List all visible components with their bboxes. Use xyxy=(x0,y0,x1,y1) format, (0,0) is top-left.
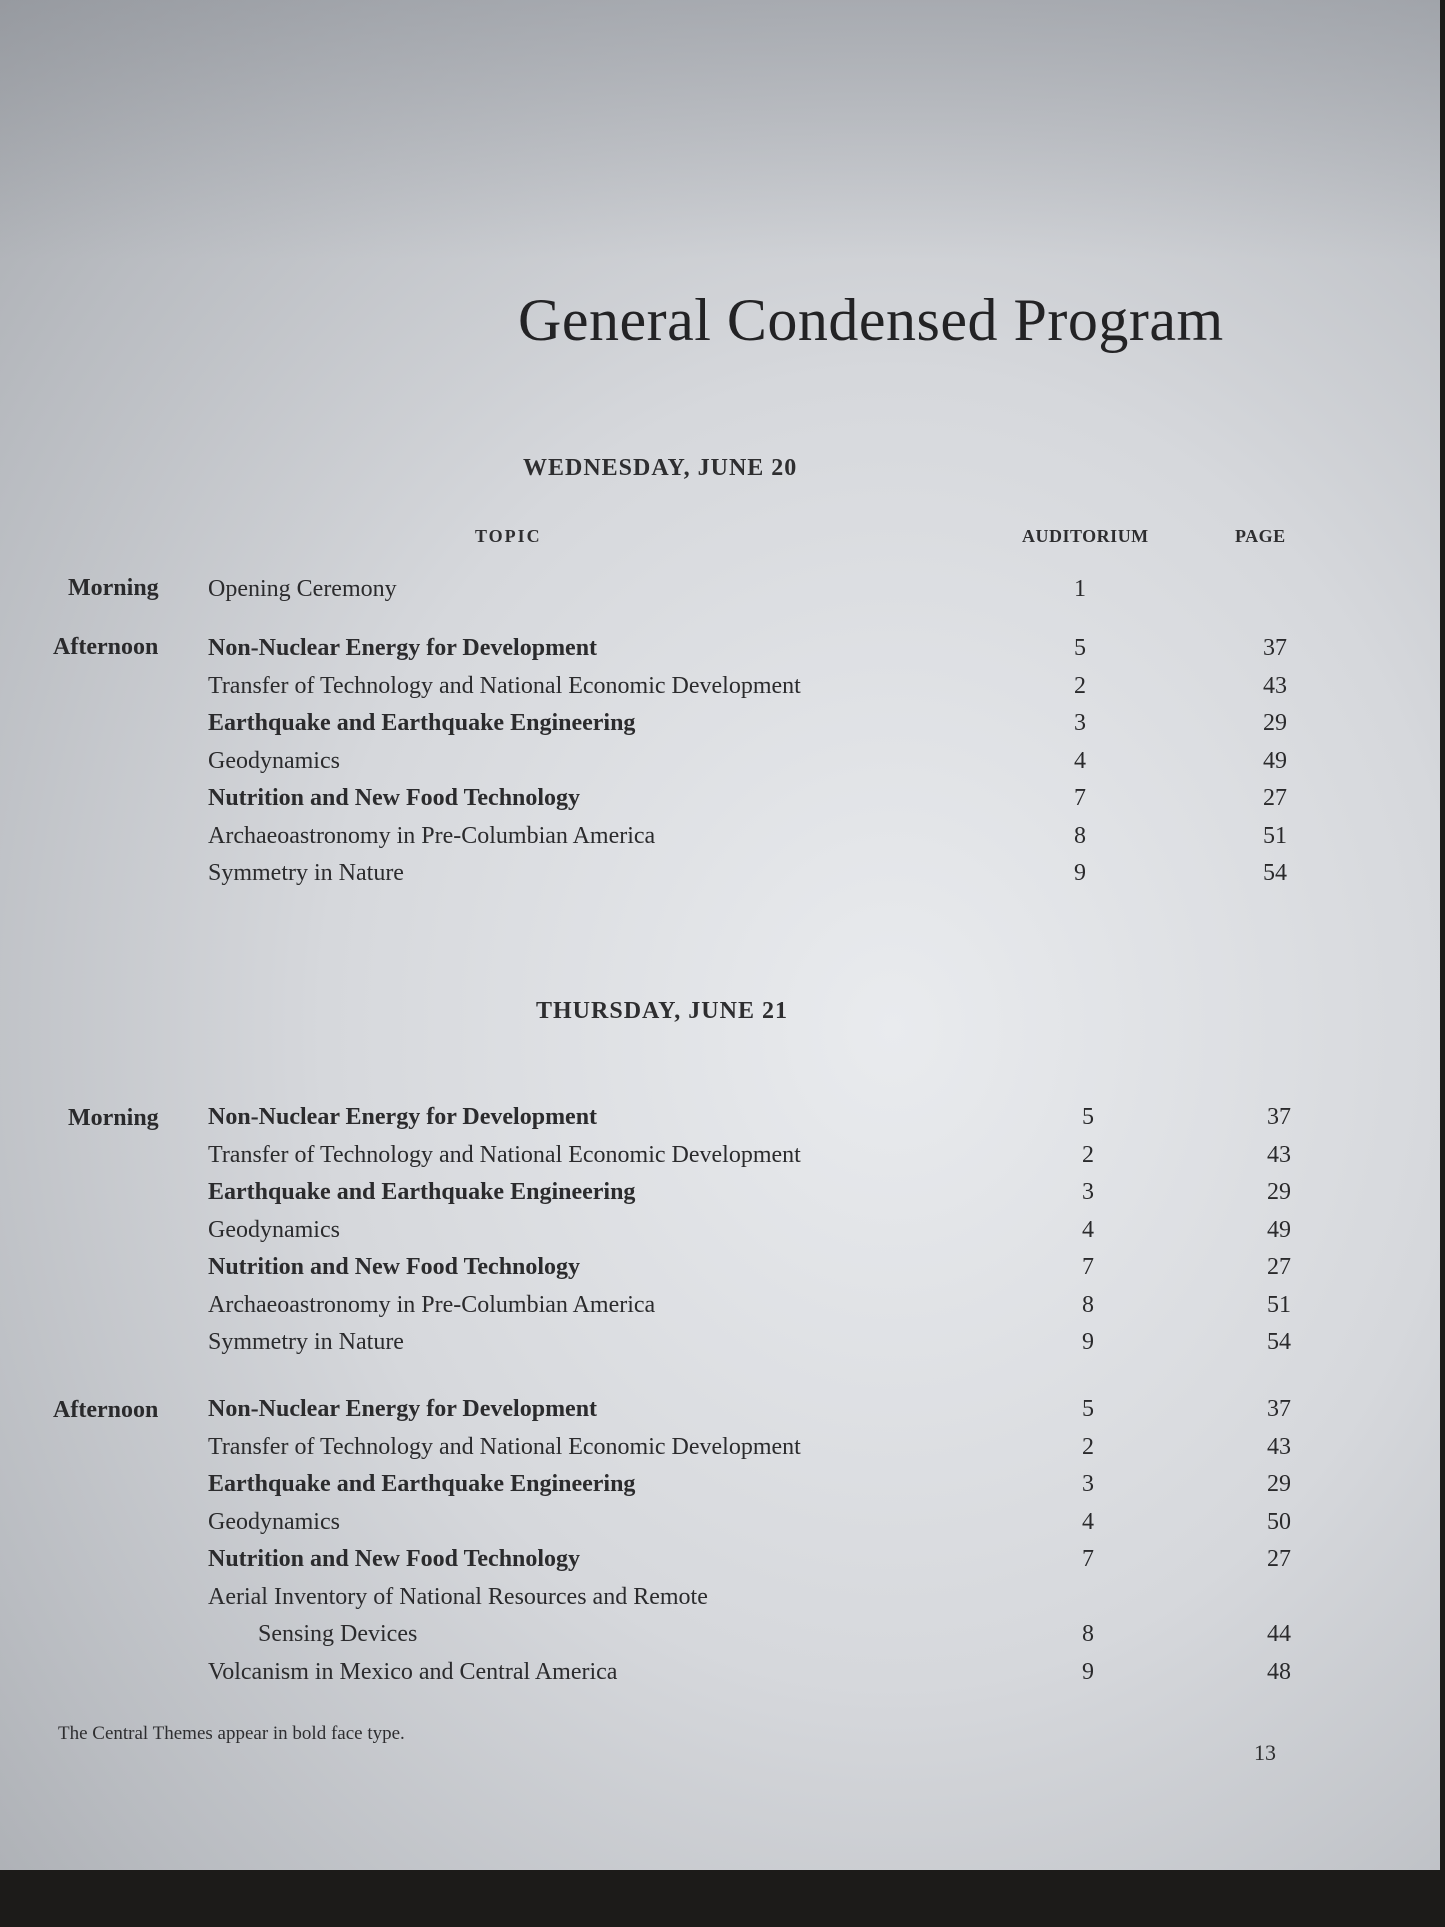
topic-text: Aerial Inventory of National Resources and Remote xyxy=(208,1583,708,1610)
auditorium-number: 9 xyxy=(1082,1329,1094,1355)
topic-text: Archaeoastronomy in Pre-Columbian America xyxy=(208,822,656,849)
auditorium-number: 5 xyxy=(1074,635,1086,661)
schedule-row xyxy=(208,1329,1440,1363)
thursday-heading: THURSDAY, JUNE 21 xyxy=(536,998,788,1024)
auditorium-number: 4 xyxy=(1074,747,1086,774)
schedule-row xyxy=(208,1292,1440,1326)
page-reference: 54 xyxy=(1267,1329,1291,1355)
page-reference: 27 xyxy=(1267,1546,1291,1572)
page-reference: 43 xyxy=(1267,1141,1291,1168)
schedule-row xyxy=(208,1104,1440,1138)
page-column-header: PAGE xyxy=(1235,526,1286,546)
topic-text: Geodynamics xyxy=(208,747,340,774)
auditorium-number: 2 xyxy=(1082,1141,1094,1168)
topic-text: Earthquake and Earthquake Engineering xyxy=(208,710,636,736)
schedule-row xyxy=(208,1471,1440,1505)
schedule-row xyxy=(208,1434,1440,1468)
schedule-row xyxy=(208,823,1440,857)
auditorium-number: 8 xyxy=(1074,822,1086,849)
page-reference: 43 xyxy=(1263,672,1287,699)
page-reference: 49 xyxy=(1263,747,1287,774)
topic-text: Symmetry in Nature xyxy=(208,860,404,886)
page-reference: 27 xyxy=(1263,785,1287,811)
auditorium-number: 4 xyxy=(1082,1508,1094,1535)
topic-column-header: TOPIC xyxy=(475,526,542,546)
page-reference: 29 xyxy=(1267,1471,1291,1497)
schedule-row xyxy=(208,1546,1440,1580)
schedule-row xyxy=(208,1621,1440,1655)
page-reference: 29 xyxy=(1267,1179,1291,1205)
auditorium-number: 7 xyxy=(1082,1254,1094,1280)
auditorium-number: 7 xyxy=(1074,785,1086,811)
schedule-row xyxy=(208,1584,1440,1618)
schedule-row xyxy=(208,1659,1440,1693)
page-reference: 37 xyxy=(1263,635,1287,661)
auditorium-number: 2 xyxy=(1074,672,1086,699)
topic-text: Nutrition and New Food Technology xyxy=(208,785,581,811)
auditorium-number: 1 xyxy=(1074,576,1086,602)
topic-text: Transfer of Technology and National Economic Development xyxy=(208,1433,801,1460)
page-reference: 27 xyxy=(1267,1254,1291,1280)
schedule-row xyxy=(208,673,1440,707)
topic-text: Geodynamics xyxy=(208,1508,340,1535)
page-reference: 51 xyxy=(1263,822,1287,849)
topic-text: Non-Nuclear Energy for Development xyxy=(208,635,598,661)
topic-text: Nutrition and New Food Technology xyxy=(208,1546,581,1572)
auditorium-number: 5 xyxy=(1082,1104,1094,1130)
schedule-row xyxy=(208,1396,1440,1430)
schedule-row xyxy=(208,1509,1440,1543)
schedule-row xyxy=(208,576,1440,610)
topic-text: Volcanism in Mexico and Central America xyxy=(208,1658,618,1685)
page-reference: 50 xyxy=(1267,1508,1291,1535)
auditorium-number: 8 xyxy=(1082,1291,1094,1318)
period-label: Afternoon xyxy=(53,634,159,660)
topic-text: Nutrition and New Food Technology xyxy=(208,1254,581,1280)
auditorium-number: 7 xyxy=(1082,1546,1094,1572)
topic-text: Transfer of Technology and National Economic Development xyxy=(208,1141,801,1168)
auditorium-number: 3 xyxy=(1082,1179,1094,1205)
auditorium-number: 8 xyxy=(1082,1621,1094,1647)
topic-text: Sensing Devices xyxy=(258,1621,418,1647)
topic-text: Earthquake and Earthquake Engineering xyxy=(208,1471,636,1497)
topic-text: Opening Ceremony xyxy=(208,576,397,602)
footnote: The Central Themes appear in bold face type. xyxy=(58,1723,405,1744)
topic-text: Earthquake and Earthquake Engineering xyxy=(208,1179,636,1205)
schedule-row xyxy=(208,1142,1440,1176)
period-label: Morning xyxy=(68,575,159,601)
page-reference: 29 xyxy=(1263,710,1287,736)
period-label: Afternoon xyxy=(53,1397,159,1423)
topic-text: Non-Nuclear Energy for Development xyxy=(208,1104,598,1130)
topic-text: Non-Nuclear Energy for Development xyxy=(208,1396,598,1422)
schedule-row xyxy=(208,635,1440,669)
auditorium-number: 3 xyxy=(1082,1471,1094,1497)
schedule-row xyxy=(208,785,1440,819)
page-reference: 51 xyxy=(1267,1291,1291,1318)
page-reference: 37 xyxy=(1267,1396,1291,1422)
auditorium-number: 2 xyxy=(1082,1433,1094,1460)
period-label: Morning xyxy=(68,1105,159,1131)
auditorium-number: 9 xyxy=(1074,860,1086,886)
page-title: General Condensed Program xyxy=(518,287,1224,353)
auditorium-number: 3 xyxy=(1074,710,1086,736)
auditorium-number: 4 xyxy=(1082,1216,1094,1243)
auditorium-column-header: AUDITORIUM xyxy=(1022,526,1149,546)
wednesday-heading: WEDNESDAY, JUNE 20 xyxy=(523,455,798,481)
auditorium-number: 5 xyxy=(1082,1396,1094,1422)
page-number: 13 xyxy=(1254,1740,1276,1765)
page-reference: 43 xyxy=(1267,1433,1291,1460)
topic-text: Symmetry in Nature xyxy=(208,1329,404,1355)
schedule-row xyxy=(208,710,1440,744)
page-reference: 37 xyxy=(1267,1104,1291,1130)
schedule-row xyxy=(208,1179,1440,1213)
page-reference: 49 xyxy=(1267,1216,1291,1243)
page-reference: 48 xyxy=(1267,1658,1291,1685)
schedule-row xyxy=(208,748,1440,782)
topic-text: Transfer of Technology and National Economic Development xyxy=(208,672,801,699)
topic-text: Archaeoastronomy in Pre-Columbian America xyxy=(208,1291,656,1318)
schedule-row xyxy=(208,860,1440,894)
auditorium-number: 9 xyxy=(1082,1658,1094,1685)
schedule-row xyxy=(208,1254,1440,1288)
schedule-row xyxy=(208,1217,1440,1251)
page-reference: 44 xyxy=(1267,1621,1291,1647)
topic-text: Geodynamics xyxy=(208,1216,340,1243)
page-reference: 54 xyxy=(1263,860,1287,886)
